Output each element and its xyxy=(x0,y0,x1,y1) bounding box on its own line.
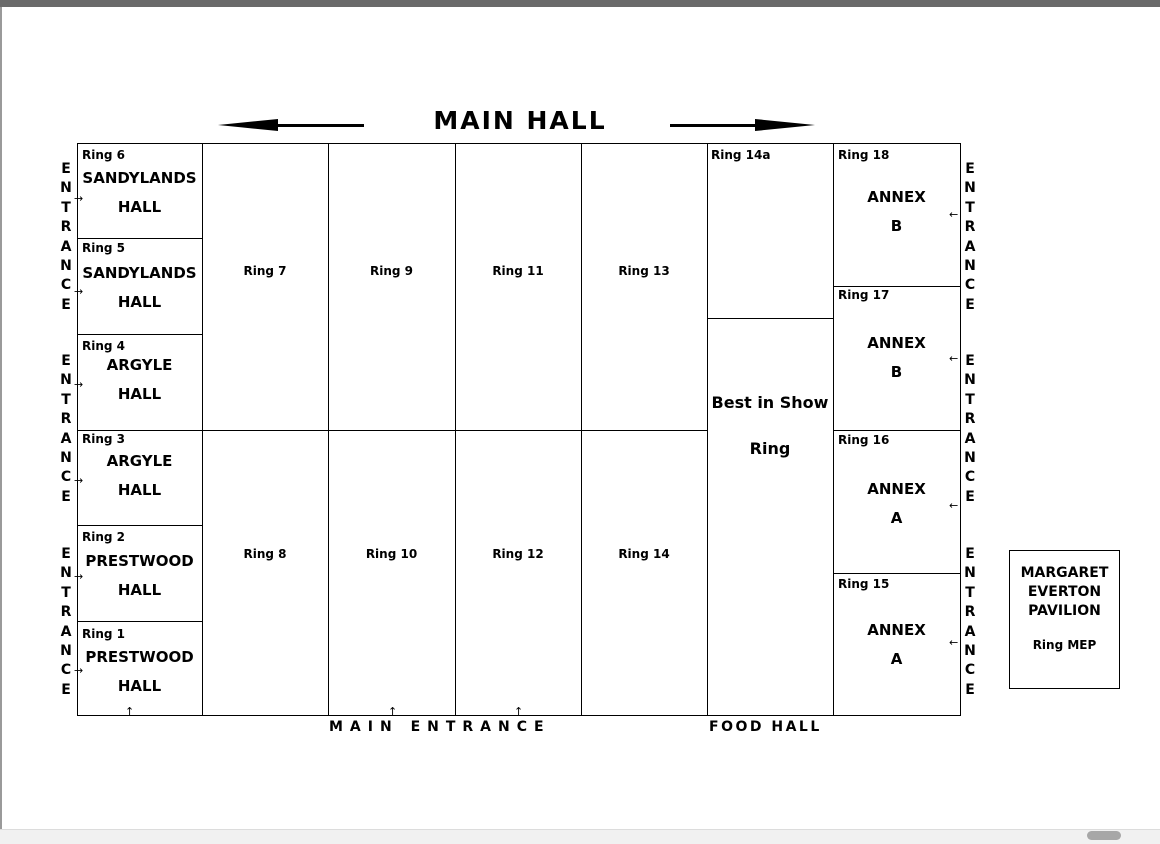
ring-5-label: Ring 5 xyxy=(82,241,126,255)
ring-6-hall-name: SANDYLANDS xyxy=(82,169,197,187)
ring-3-hall xyxy=(77,447,202,505)
entrance-left-bottom: E N T R A N C E xyxy=(60,546,72,698)
entry-arrow-right-icon: → xyxy=(74,192,84,205)
best-in-show-ring xyxy=(707,380,833,472)
ring-15-annex-name: ANNEX xyxy=(867,621,926,639)
entry-arrow-right-icon: → xyxy=(74,570,84,583)
ring-17-label: Ring 17 xyxy=(838,288,890,302)
ring-4-hall-suffix: HALL xyxy=(117,385,162,403)
ring-2-hall-name: PRESTWOOD xyxy=(85,552,194,570)
entry-arrow-right-icon: → xyxy=(74,378,84,391)
divider xyxy=(77,238,202,239)
ring-5-hall-suffix: HALL xyxy=(117,293,162,311)
map-title: MAIN HALL xyxy=(433,106,607,135)
food-hall-label: FOOD HALL xyxy=(709,719,822,735)
entrance-right-bottom: E N T R A N C E xyxy=(964,546,976,698)
scrollbar-thumb[interactable] xyxy=(1087,831,1121,840)
entry-arrow-left-icon: ← xyxy=(949,499,959,512)
entrance-right-middle: E N T R A N C E xyxy=(964,353,976,505)
ring-6-hall xyxy=(77,164,202,222)
entry-arrow-left-icon: ← xyxy=(949,352,959,365)
pavilion-name xyxy=(1010,564,1119,621)
divider xyxy=(77,430,707,431)
ring-8-label: Ring 8 xyxy=(243,547,287,561)
ring-3-hall-name: ARGYLE xyxy=(106,452,173,470)
right-arrow-head-icon xyxy=(755,119,815,131)
ring-mep-label: Ring MEP xyxy=(1032,638,1097,652)
ring-6-label: Ring 6 xyxy=(82,148,126,162)
margaret-everton-pavilion xyxy=(1009,550,1120,689)
pavilion-name-line-1: MARGARET xyxy=(1020,565,1109,581)
ring-7-label: Ring 7 xyxy=(243,264,287,278)
ring-16-annex-name: ANNEX xyxy=(867,480,926,498)
ring-18-annex xyxy=(833,183,960,241)
ring-4-hall xyxy=(77,351,202,409)
ring-2-hall-suffix: HALL xyxy=(117,581,162,599)
main-entrance-label: MAIN ENTRANCE xyxy=(329,719,551,735)
ring-9-label: Ring 9 xyxy=(369,264,413,278)
entry-arrow-right-icon: → xyxy=(74,474,84,487)
entrance-right-top: E N T R A N C E xyxy=(964,161,976,313)
ring-1-hall-suffix: HALL xyxy=(117,677,162,695)
window-left-edge xyxy=(0,7,2,837)
divider xyxy=(77,621,202,622)
entry-arrow-up-icon: ↑ xyxy=(388,705,398,718)
ring-17-annex xyxy=(833,329,960,387)
entry-arrow-up-icon: ↑ xyxy=(125,705,135,718)
horizontal-scrollbar[interactable] xyxy=(0,829,1160,844)
ring-2-hall xyxy=(77,547,202,605)
ring-1-hall xyxy=(77,643,202,701)
entrance-left-middle: E N T R A N C E xyxy=(60,353,72,505)
ring-12-label: Ring 12 xyxy=(492,547,544,561)
divider xyxy=(77,334,202,335)
left-arrow-line xyxy=(270,124,364,127)
divider xyxy=(707,318,833,319)
ring-15-annex xyxy=(833,616,960,674)
pavilion-name-line-2: EVERTON xyxy=(1027,584,1102,600)
ring-1-label: Ring 1 xyxy=(82,627,126,641)
best-in-show-subtitle: Ring xyxy=(749,439,791,458)
divider xyxy=(77,525,202,526)
entry-arrow-left-icon: ← xyxy=(949,636,959,649)
best-in-show-title: Best in Show xyxy=(711,393,829,412)
ring-6-hall-suffix: HALL xyxy=(117,198,162,216)
ring-15-label: Ring 15 xyxy=(838,577,890,591)
ring-14a-label: Ring 14a xyxy=(711,148,771,162)
ring-3-hall-suffix: HALL xyxy=(117,481,162,499)
divider xyxy=(833,573,960,574)
ring-18-annex-letter: B xyxy=(890,217,903,235)
entry-arrow-right-icon: → xyxy=(74,664,84,677)
left-arrow-head-icon xyxy=(218,119,278,131)
entrance-left-top: E N T R A N C E xyxy=(60,161,72,313)
ring-11-label: Ring 11 xyxy=(492,264,544,278)
entry-arrow-right-icon: → xyxy=(74,285,84,298)
divider xyxy=(833,430,960,431)
ring-18-label: Ring 18 xyxy=(838,148,890,162)
ring-17-annex-name: ANNEX xyxy=(867,334,926,352)
ring-5-hall xyxy=(77,259,202,317)
ring-16-annex-letter: A xyxy=(890,509,903,527)
ring-2-label: Ring 2 xyxy=(82,530,126,544)
window-top-bar xyxy=(0,0,1160,7)
ring-17-annex-letter: B xyxy=(890,363,903,381)
divider xyxy=(833,286,960,287)
entry-arrow-up-icon: ↑ xyxy=(514,705,524,718)
ring-3-label: Ring 3 xyxy=(82,432,126,446)
ring-16-label: Ring 16 xyxy=(838,433,890,447)
ring-1-hall-name: PRESTWOOD xyxy=(85,648,194,666)
ring-5-hall-name: SANDYLANDS xyxy=(82,264,197,282)
pavilion-name-line-3: PAVILION xyxy=(1028,603,1101,619)
ring-13-label: Ring 13 xyxy=(618,264,670,278)
entry-arrow-left-icon: ← xyxy=(949,208,959,221)
ring-16-annex xyxy=(833,475,960,533)
ring-4-hall-name: ARGYLE xyxy=(106,356,173,374)
right-arrow-line xyxy=(670,124,765,127)
ring-4-label: Ring 4 xyxy=(82,339,126,353)
ring-18-annex-name: ANNEX xyxy=(867,188,926,206)
ring-14-label: Ring 14 xyxy=(618,547,670,561)
ring-15-annex-letter: A xyxy=(890,650,903,668)
ring-10-label: Ring 10 xyxy=(365,547,418,561)
